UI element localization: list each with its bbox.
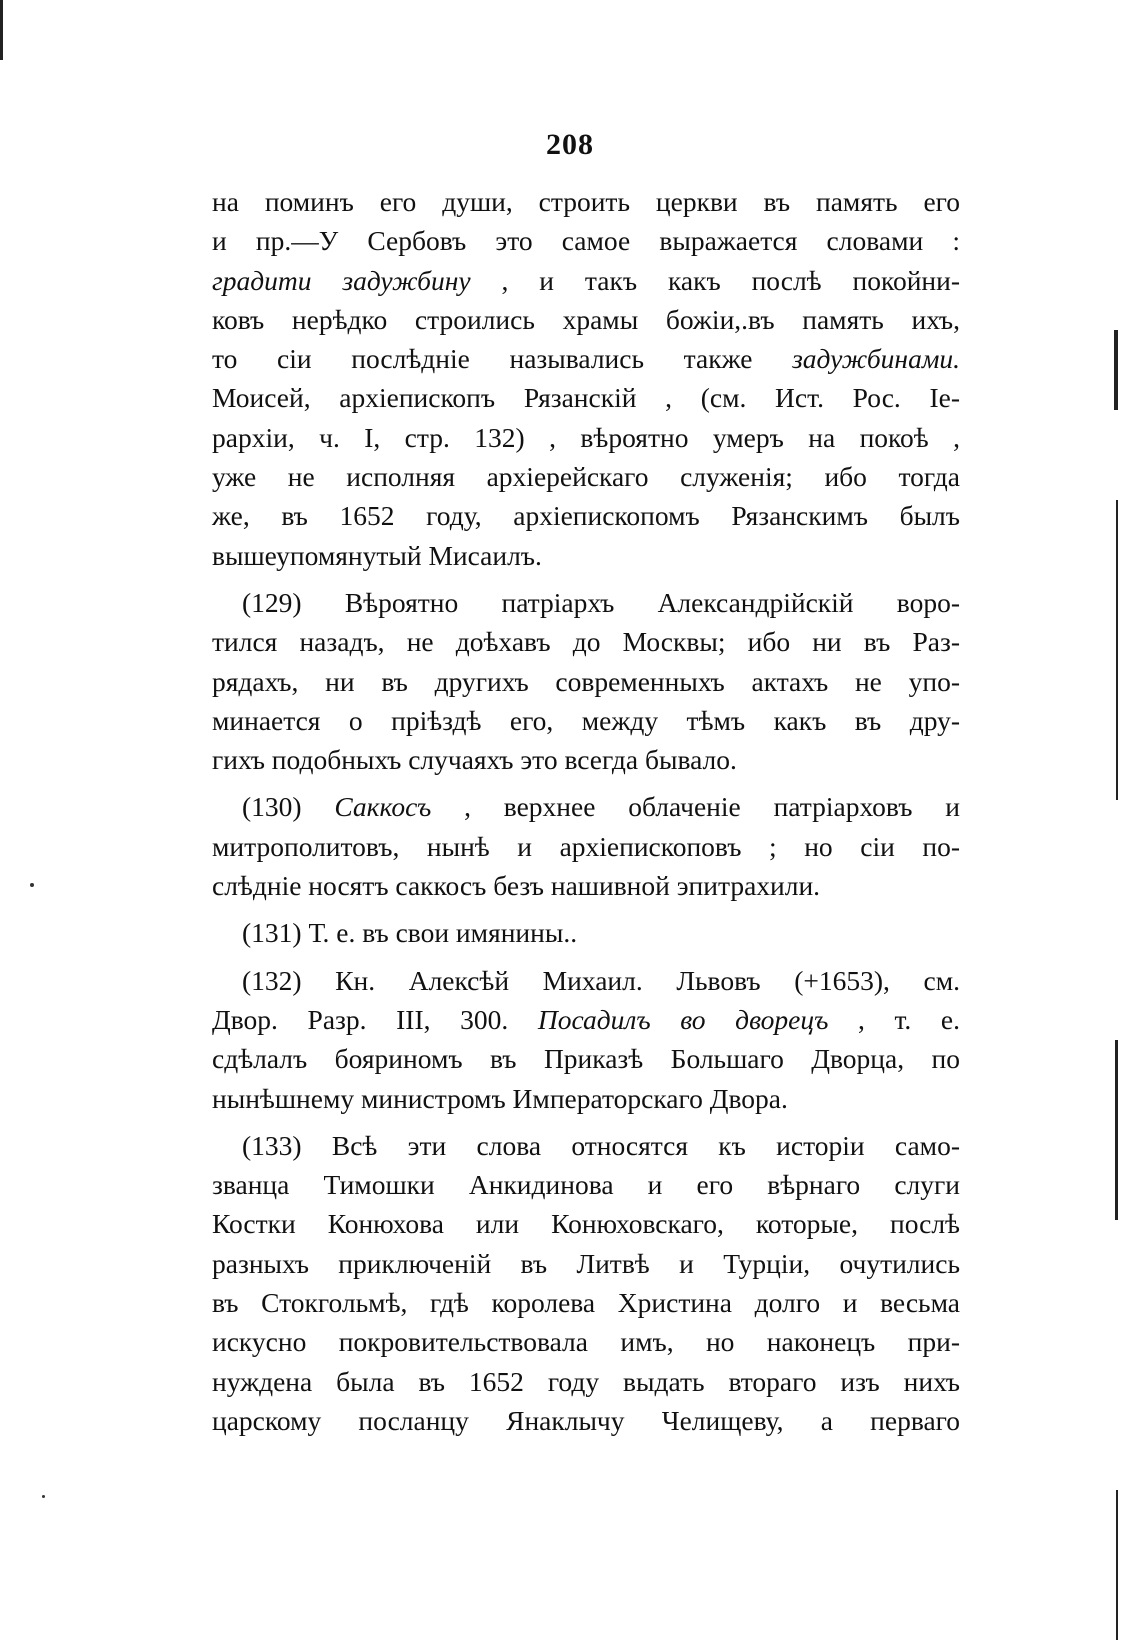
text-segment: рядахъ, ни въ другихъ современныхъ актахъ не упо- (212, 665, 960, 697)
text-line (212, 1165, 960, 1204)
text-segment: (130) (242, 791, 335, 823)
scan-edge-right (1115, 1040, 1118, 1220)
text-segment: то сіи послѣдніе назывались также (212, 343, 793, 375)
text-line (212, 378, 960, 417)
text-line (212, 1126, 960, 1165)
text-segment: и пр.—У Сербовъ это самое выражается словами : (212, 225, 960, 257)
scan-edge-left (0, 0, 3, 60)
text-line (212, 457, 960, 496)
text-segment: нуждена была въ 1652 году выдать втораго изъ нихъ (212, 1365, 960, 1397)
scan-edge-right (1114, 330, 1118, 410)
text-segment: Двор. Разр. III, 300. (212, 1003, 538, 1035)
text-segment: Моисей, архіепископъ Рязанскій , (см. Ист. Рос. Іе- (212, 382, 960, 414)
text-segment: минается о пріѣздѣ его, между тѣмъ какъ въ дру- (212, 704, 960, 736)
scan-edge-right (1116, 500, 1118, 800)
text-segment: же, въ 1652 году, архіепископомъ Рязанскимъ былъ (212, 500, 960, 532)
text-line (212, 961, 960, 1000)
text-line (212, 182, 960, 221)
text-segment: вышеупомянутый Мисаилъ. (212, 539, 542, 571)
text-line (212, 787, 960, 826)
text-segment: (129) Вѣроятно патріархъ Александрійскій воро- (242, 586, 960, 618)
text-segment: (133) Всѣ эти слова относятся къ исторіи само- (242, 1129, 960, 1161)
text-segment: искусно покровительствовала имъ, но наконецъ при- (212, 1326, 960, 1358)
text-segment: ковъ нерѣдко строились храмы божіи,.въ память ихъ, (212, 303, 960, 335)
text-segment: гихъ подобныхъ случаяхъ это всегда бывало. (212, 744, 737, 776)
text-line (212, 221, 960, 260)
text-segment: , верхнее облаченіе патріарховъ и (431, 791, 960, 823)
text-segment: , т. е. (828, 1003, 960, 1035)
text-line (212, 740, 960, 779)
text-segment: царскому посланцу Янаклычу Челищеву, а перваго (212, 1404, 960, 1436)
text-line (212, 1039, 960, 1078)
text-line (212, 866, 960, 905)
text-line (212, 1079, 960, 1118)
text-segment: сдѣлалъ бояриномъ въ Приказѣ Большаго Дворца, по (212, 1043, 960, 1075)
body-text (212, 182, 960, 1440)
text-segment: (132) Кн. Алексѣй Михаил. Львовъ (+1653), см. (242, 964, 960, 996)
text-segment: званца Тимошки Анкидинова и его вѣрнаго слуги (212, 1169, 960, 1201)
page-number: 208 (546, 128, 594, 161)
italic-segment: градити задужбину (212, 264, 471, 296)
text-line (212, 418, 960, 457)
text-line (212, 496, 960, 535)
text-line (212, 536, 960, 575)
text-segment: (131) Т. е. въ свои имянины.. (242, 917, 578, 949)
text-line (212, 339, 960, 378)
text-line (212, 583, 960, 622)
text-segment: Костки Конюхова или Конюховскаго, которые, послѣ (212, 1208, 960, 1240)
text-segment: тился назадъ, не доѣхавъ до Москвы; ибо ни въ Раз- (212, 626, 960, 658)
text-segment: митрополитовъ, нынѣ и архіепископовъ ; но сіи по- (212, 830, 960, 862)
text-line (212, 1204, 960, 1243)
text-line (212, 827, 960, 866)
text-segment: , и такъ какъ послѣ покойни- (470, 264, 960, 296)
text-line (212, 261, 960, 300)
text-line (212, 913, 960, 952)
text-line (212, 622, 960, 661)
scan-speck (30, 883, 34, 887)
text-line (212, 300, 960, 339)
text-line (212, 1401, 960, 1440)
scan-speck (42, 1495, 45, 1498)
text-line (212, 1283, 960, 1322)
text-line (212, 1244, 960, 1283)
italic-segment: задужбинами. (792, 343, 960, 375)
scan-edge-right (1116, 1490, 1118, 1640)
text-segment: въ Стокгольмѣ, гдѣ королева Христина долго и весьма (212, 1287, 960, 1319)
text-line (212, 1000, 960, 1039)
text-segment: рархіи, ч. I, стр. 132) , вѣроятно умеръ на покоѣ , (212, 421, 960, 453)
text-segment: разныхъ приключеній въ Литвѣ и Турціи, очутились (212, 1247, 960, 1279)
italic-segment: Саккосъ (334, 791, 432, 823)
text-segment: на поминъ его души, строить церкви въ память его (212, 186, 960, 217)
text-line (212, 662, 960, 701)
text-segment: слѣдніе носятъ саккосъ безъ нашивной эпитрахили. (212, 870, 821, 902)
text-segment: нынѣшнему министромъ Императорскаго Двора. (212, 1082, 788, 1114)
text-line (212, 1362, 960, 1401)
text-segment: уже не исполняя архіерейскаго служенія; ибо тогда (212, 461, 960, 493)
italic-segment: Посадилъ во дворецъ (537, 1003, 829, 1035)
text-line (212, 1322, 960, 1361)
text-line (212, 701, 960, 740)
